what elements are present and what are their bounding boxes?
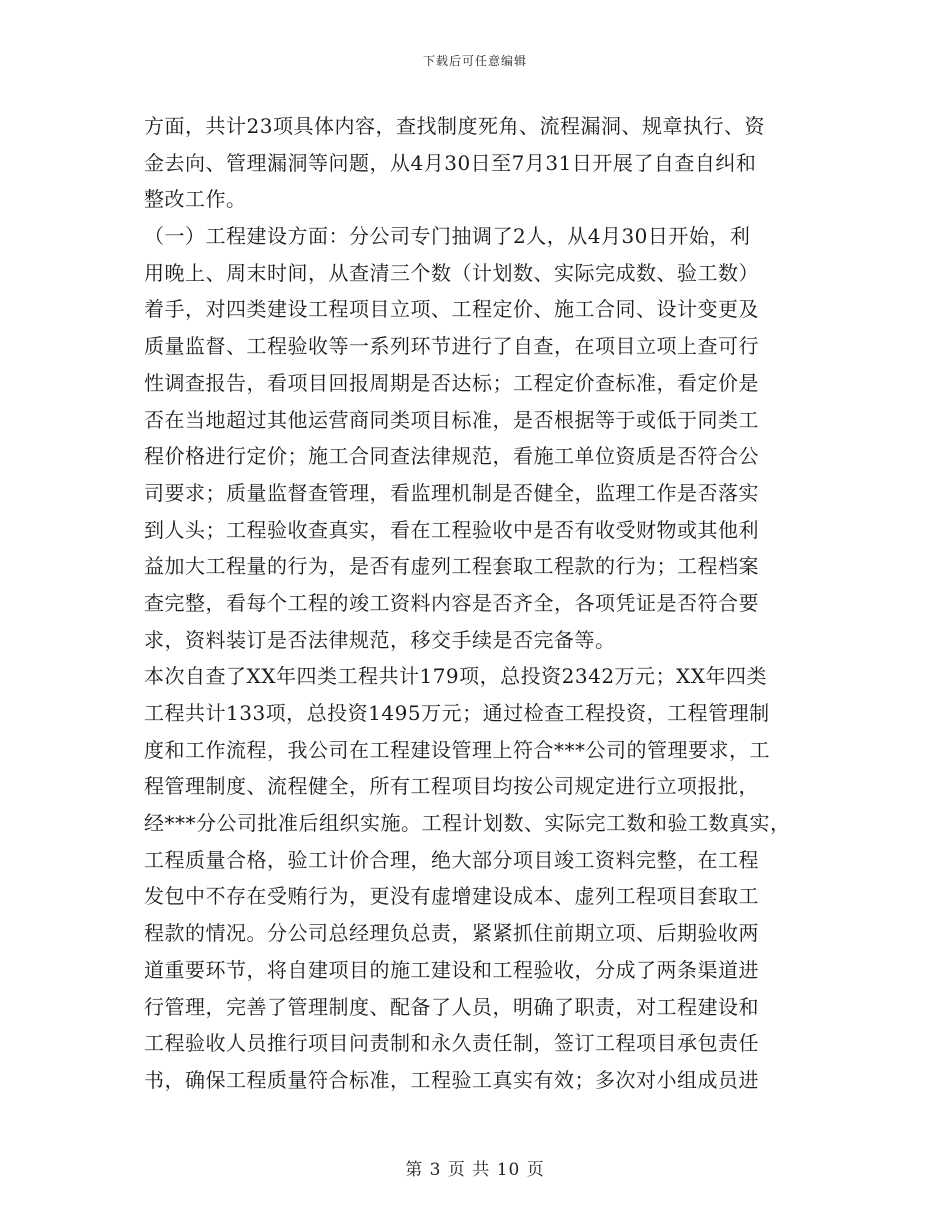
text-line: 益加大工程量的行为，是否有虚列工程套取工程款的行为；工程档案	[144, 554, 759, 579]
text-line: 否在当地超过其他运营商同类项目标准，是否根据等于或低于同类工	[144, 407, 759, 432]
text-line: 经***分公司批准后组织实施。工程计划数、实际完工数和验工数真实，	[144, 811, 791, 836]
text-line: 发包中不存在受贿行为，更没有虚增建设成本、虚列工程项目套取工	[144, 884, 759, 909]
text-line: 程款的情况。分公司总经理负总责，紧紧抓住前期立项、后期验收两	[144, 921, 759, 946]
text-line: 性调查报告，看项目回报周期是否达标；工程定价查标准，看定价是	[144, 370, 759, 395]
text-line: 本次自查了XX年四类工程共计179项，总投资2342万元；XX年四类	[144, 664, 768, 689]
text-line: 着手，对四类建设工程项目立项、工程定价、施工合同、设计变更及	[144, 297, 759, 322]
text-line: 整改工作。	[144, 187, 247, 212]
text-line: 程管理制度、流程健全，所有工程项目均按公司规定进行立项报批，	[144, 774, 759, 799]
text-line: 工程共计133项，总投资1495万元；通过检查工程投资，工程管理制	[144, 701, 770, 725]
text-line: 用晚上、周末时间，从查清三个数（计划数、实际完成数、验工数）	[144, 260, 759, 285]
text-line: 金去向、管理漏洞等问题，从4月30日至7月31日开展了自查自纠和	[144, 150, 757, 175]
text-line: 工程质量合格，验工计价合理，绝大部分项目竣工资料完整，在工程	[144, 847, 759, 872]
text-line: 度和工作流程，我公司在工程建设管理上符合***公司的管理要求，工	[144, 737, 770, 762]
text-line: 程价格进行定价；施工合同查法律规范，看施工单位资质是否符合公	[144, 444, 759, 469]
text-line: 工程验收人员推行项目问责制和永久责任制，签订工程项目承包责任	[144, 1031, 759, 1056]
page-header: 下载后可任意编辑	[422, 54, 527, 68]
text-line: 质量监督、工程验收等一系列环节进行了自查，在项目立项上查可行	[144, 334, 759, 359]
text-line: 司要求；质量监督查管理，看监理机制是否健全，监理工作是否落实	[144, 480, 759, 505]
text-line: 方面，共计23项具体内容，查找制度死角、流程漏洞、规章执行、资	[144, 114, 765, 138]
text-line: 求，资料装订是否法律规范，移交手续是否完备等。	[144, 627, 616, 652]
text-line: 到人头；工程验收查真实，看在工程验收中是否有收受财物或其他利	[144, 517, 759, 542]
page-footer: 第 3 页 共 10 页	[405, 1160, 545, 1180]
text-line: 书，确保工程质量符合标准，工程验工真实有效；多次对小组成员进	[144, 1067, 759, 1092]
text-line: 查完整，看每个工程的竣工资料内容是否齐全，各项凭证是否符合要	[144, 590, 759, 615]
text-line: （一）工程建设方面：分公司专门抽调了2人，从4月30日开始，利	[144, 224, 751, 249]
document-body	[144, 108, 814, 1099]
text-line: 行管理，完善了管理制度、配备了人员，明确了职责，对工程建设和	[144, 994, 759, 1019]
text-line: 道重要环节，将自建项目的施工建设和工程验收，分成了两条渠道进	[144, 957, 759, 982]
